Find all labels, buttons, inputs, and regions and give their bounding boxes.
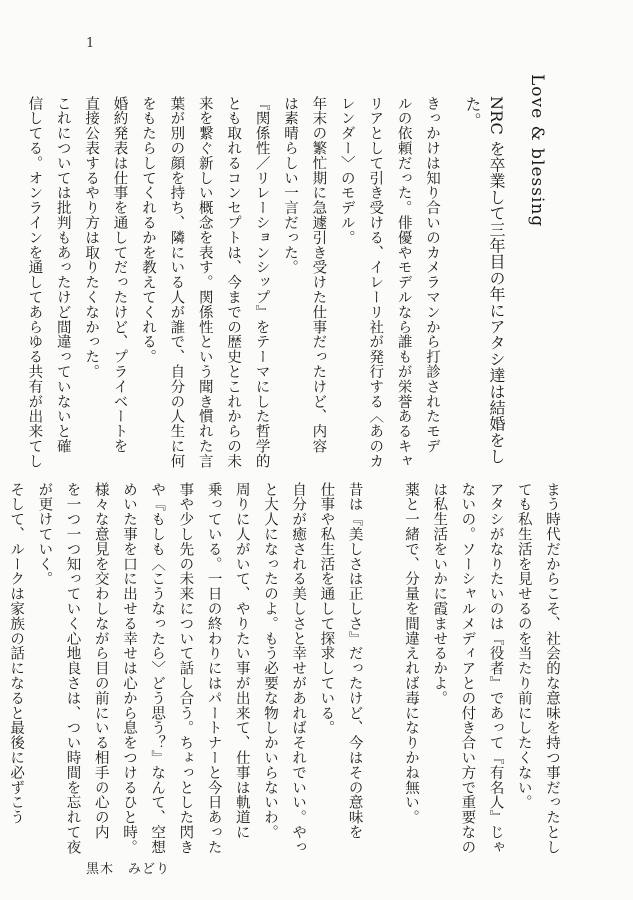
page-number: 1	[86, 36, 95, 51]
text-line: をもたらしてくれるかを教えてくれる。	[139, 96, 156, 365]
text-line: ルの依頼だった。俳優やモデルなら誰もが栄誉あるキャ	[395, 96, 412, 469]
text-line: ないの。ソーシャルメディアとの付き合い方で重要なの	[459, 482, 476, 855]
subtitle-line: た。	[463, 96, 482, 129]
text-line: や『もしも〈こうなったら〉どう思う？』なんて、空想	[149, 482, 166, 855]
text-line: 自分が癒される美しさと幸せがあればそれでいい。やっ	[290, 482, 307, 855]
text-line: ても私生活を見せるのを当たり前にしたくない。	[515, 482, 532, 810]
text-line: 事や少し先の未来について話し合う。ちょっとした閃き	[177, 482, 194, 855]
text-line: そして、ルークは家族の話になると最後に必ずこう	[8, 482, 25, 825]
story-subtitle	[460, 96, 508, 464]
text-line: 薬と一緒で、分量を間違えれば毒になりかね無い。	[402, 482, 419, 825]
text-line: 直接公表するやり方は取りたくなかった。	[83, 96, 100, 380]
text-line: 周りに人がいて、やりたい事が出来て、仕事は軌道に	[233, 482, 250, 840]
text-line: は私生活をいかに霞ませるかよ。	[431, 482, 448, 706]
text-line: 葉が別の顔を持ち、隣にいる人が誰で、自分の人生に何	[168, 96, 185, 469]
text-line: 婚約発表は仕事を通してだったけど、プライベートを	[111, 96, 128, 454]
text-line: 『関係性／リレーションシップ』をテーマにした哲学的	[253, 96, 270, 469]
lower-text-column	[8, 482, 566, 855]
text-line: これについては批判もあったけど間違っていないと確	[54, 96, 71, 454]
subtitle-line: NRC を卒業して三年目の年にアタシ達は結婚をし	[487, 96, 506, 465]
text-line: リアとして引き受ける、イレーリ社が発行する〈あのカ	[367, 96, 384, 469]
text-line: が更けていく。	[36, 482, 53, 587]
text-line: アタシがなりたいのは『役者』であって『有名人』じゃ	[487, 482, 504, 855]
text-line: 昔は『美しさは正しさ』だったけど、今はその意味を	[346, 482, 363, 840]
text-line: 信してる。オンラインを通してあらゆる共有が出来てし	[26, 96, 43, 469]
text-line: めいた事を口に出せる幸せは心から息をつけるひと時。	[120, 482, 137, 855]
text-line: と大人になったのよ。もう必要な物しかいらないわ。	[261, 482, 278, 840]
story-title: Love & blessing	[527, 74, 547, 228]
blank-line	[369, 482, 397, 855]
upper-text-column	[26, 96, 446, 469]
text-line: 様々な意見を交わしながら目の前にいる相手の心の内	[92, 482, 109, 840]
text-line: を一つ一つ知っていく心地良さは、つい時間を忘れて夜	[64, 482, 81, 855]
text-line: は素晴らしい一言だった。	[281, 96, 298, 275]
text-line: とも取れるコンセプトは、今までの歴史とこれからの未	[225, 96, 242, 469]
text-line: 来を繋ぐ新しい概念を表す。関係性という聞き慣れた言	[196, 96, 213, 469]
text-line: きっかけは知り合いのカメラマンから打診されたモデ	[424, 96, 440, 454]
text-line: 年末の繁忙期に急遽引き受けた仕事だったけど、内容	[310, 96, 327, 454]
text-line: 仕事や私生活を通して探求している。	[318, 482, 335, 736]
text-line: 乗っている。一日の終わりにはパートナーと今日あった	[205, 482, 222, 855]
text-line: まう時代だからこそ、社会的な意味を持つ事だったとし	[544, 482, 560, 855]
author-name: 黒木 みどり	[86, 862, 171, 877]
text-line: レンダー〉のモデル。	[338, 96, 355, 245]
